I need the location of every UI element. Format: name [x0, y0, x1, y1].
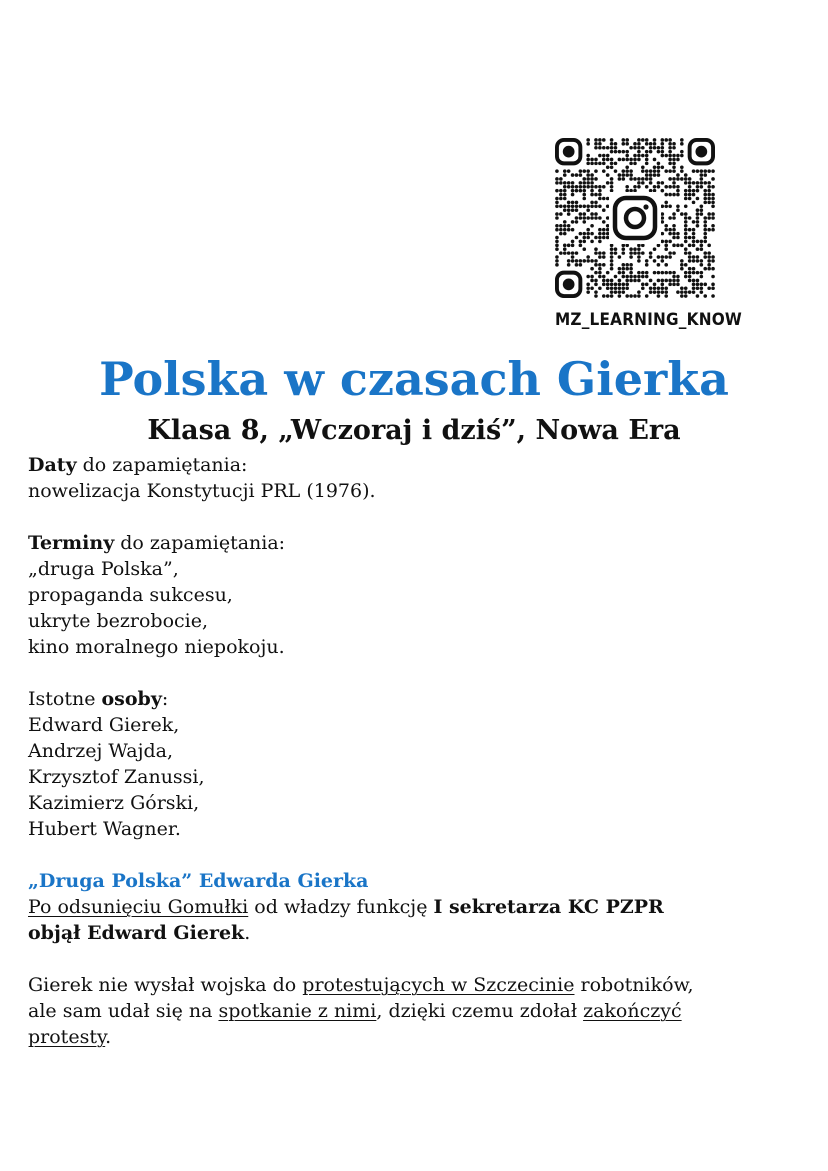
- underlined-phrase: Po odsunięciu Gomułki: [28, 896, 249, 918]
- people-label-post: :: [161, 688, 169, 710]
- terms-label: [28, 530, 808, 556]
- text-run: , dzięki czemu zdołał: [376, 1000, 584, 1022]
- terms-label-rest: do zapamiętania:: [114, 532, 286, 554]
- qr-finder-marker: [557, 273, 580, 296]
- section-heading: „Druga Polska” Edwarda Gierka: [28, 870, 369, 892]
- people-label-pre: Istotne: [28, 688, 102, 710]
- terms-item: „druga Polska”,: [28, 558, 179, 580]
- people-item: Krzysztof Zanussi,: [28, 766, 205, 788]
- qr-finder-marker: [690, 140, 713, 163]
- underlined-phrase: protestujących w Szczecinie: [302, 974, 575, 996]
- qr-code: [555, 138, 715, 298]
- text-run: ale sam udał się na: [28, 1000, 219, 1022]
- people-item: Andrzej Wajda,: [28, 740, 174, 762]
- terms-item: kino moralnego niepokoju.: [28, 636, 285, 658]
- text-run: .: [244, 922, 251, 944]
- people-item: Kazimierz Górski,: [28, 792, 200, 814]
- qr-code-pattern: [555, 138, 715, 298]
- page-subtitle: Klasa 8, „Wczoraj i dziś”, Nowa Era: [147, 415, 681, 446]
- notes-content: [28, 452, 808, 1050]
- dates-label: [28, 452, 808, 478]
- text-run: Gierek nie wysłał wojska do: [28, 974, 303, 996]
- instagram-icon: [609, 192, 661, 244]
- people-label-bold: osoby: [101, 688, 162, 710]
- text-run: robotników,: [574, 974, 694, 996]
- people-item: Edward Gierek,: [28, 714, 180, 736]
- dates-label-bold: Daty: [28, 454, 77, 476]
- people-label: [28, 686, 808, 712]
- instagram-handle: MZ_LEARNING_KNOW: [555, 310, 742, 330]
- underlined-phrase: spotkanie z nimi: [218, 1000, 377, 1022]
- dates-item: nowelizacja Konstytucji PRL (1976).: [28, 480, 376, 502]
- terms-label-bold: Terminy: [28, 532, 115, 554]
- section-paragraph-1-line-1: [28, 894, 808, 920]
- section-paragraph-1-line-2: [28, 920, 808, 946]
- section-paragraph-2-line-3: [28, 1024, 808, 1050]
- terms-item: propaganda sukcesu,: [28, 584, 233, 606]
- bold-phrase: objął Edward Gierek: [28, 922, 245, 944]
- section-paragraph-2-line-2: [28, 998, 808, 1024]
- people-item: Hubert Wagner.: [28, 818, 181, 840]
- text-run: .: [105, 1026, 112, 1048]
- qr-finder-marker: [557, 140, 580, 163]
- bold-phrase: I sekretarza KC PZPR: [433, 896, 664, 918]
- qr-code-block: [555, 138, 742, 330]
- page-title: Polska w czasach Gierka: [99, 352, 729, 406]
- dates-label-rest: do zapamiętania:: [76, 454, 248, 476]
- terms-item: ukryte bezrobocie,: [28, 610, 209, 632]
- underlined-phrase: protesty: [28, 1026, 106, 1048]
- underlined-phrase: zakończyć: [583, 1000, 682, 1022]
- section-paragraph-2-line-1: [28, 972, 808, 998]
- text-run: od władzy funkcję: [248, 896, 434, 918]
